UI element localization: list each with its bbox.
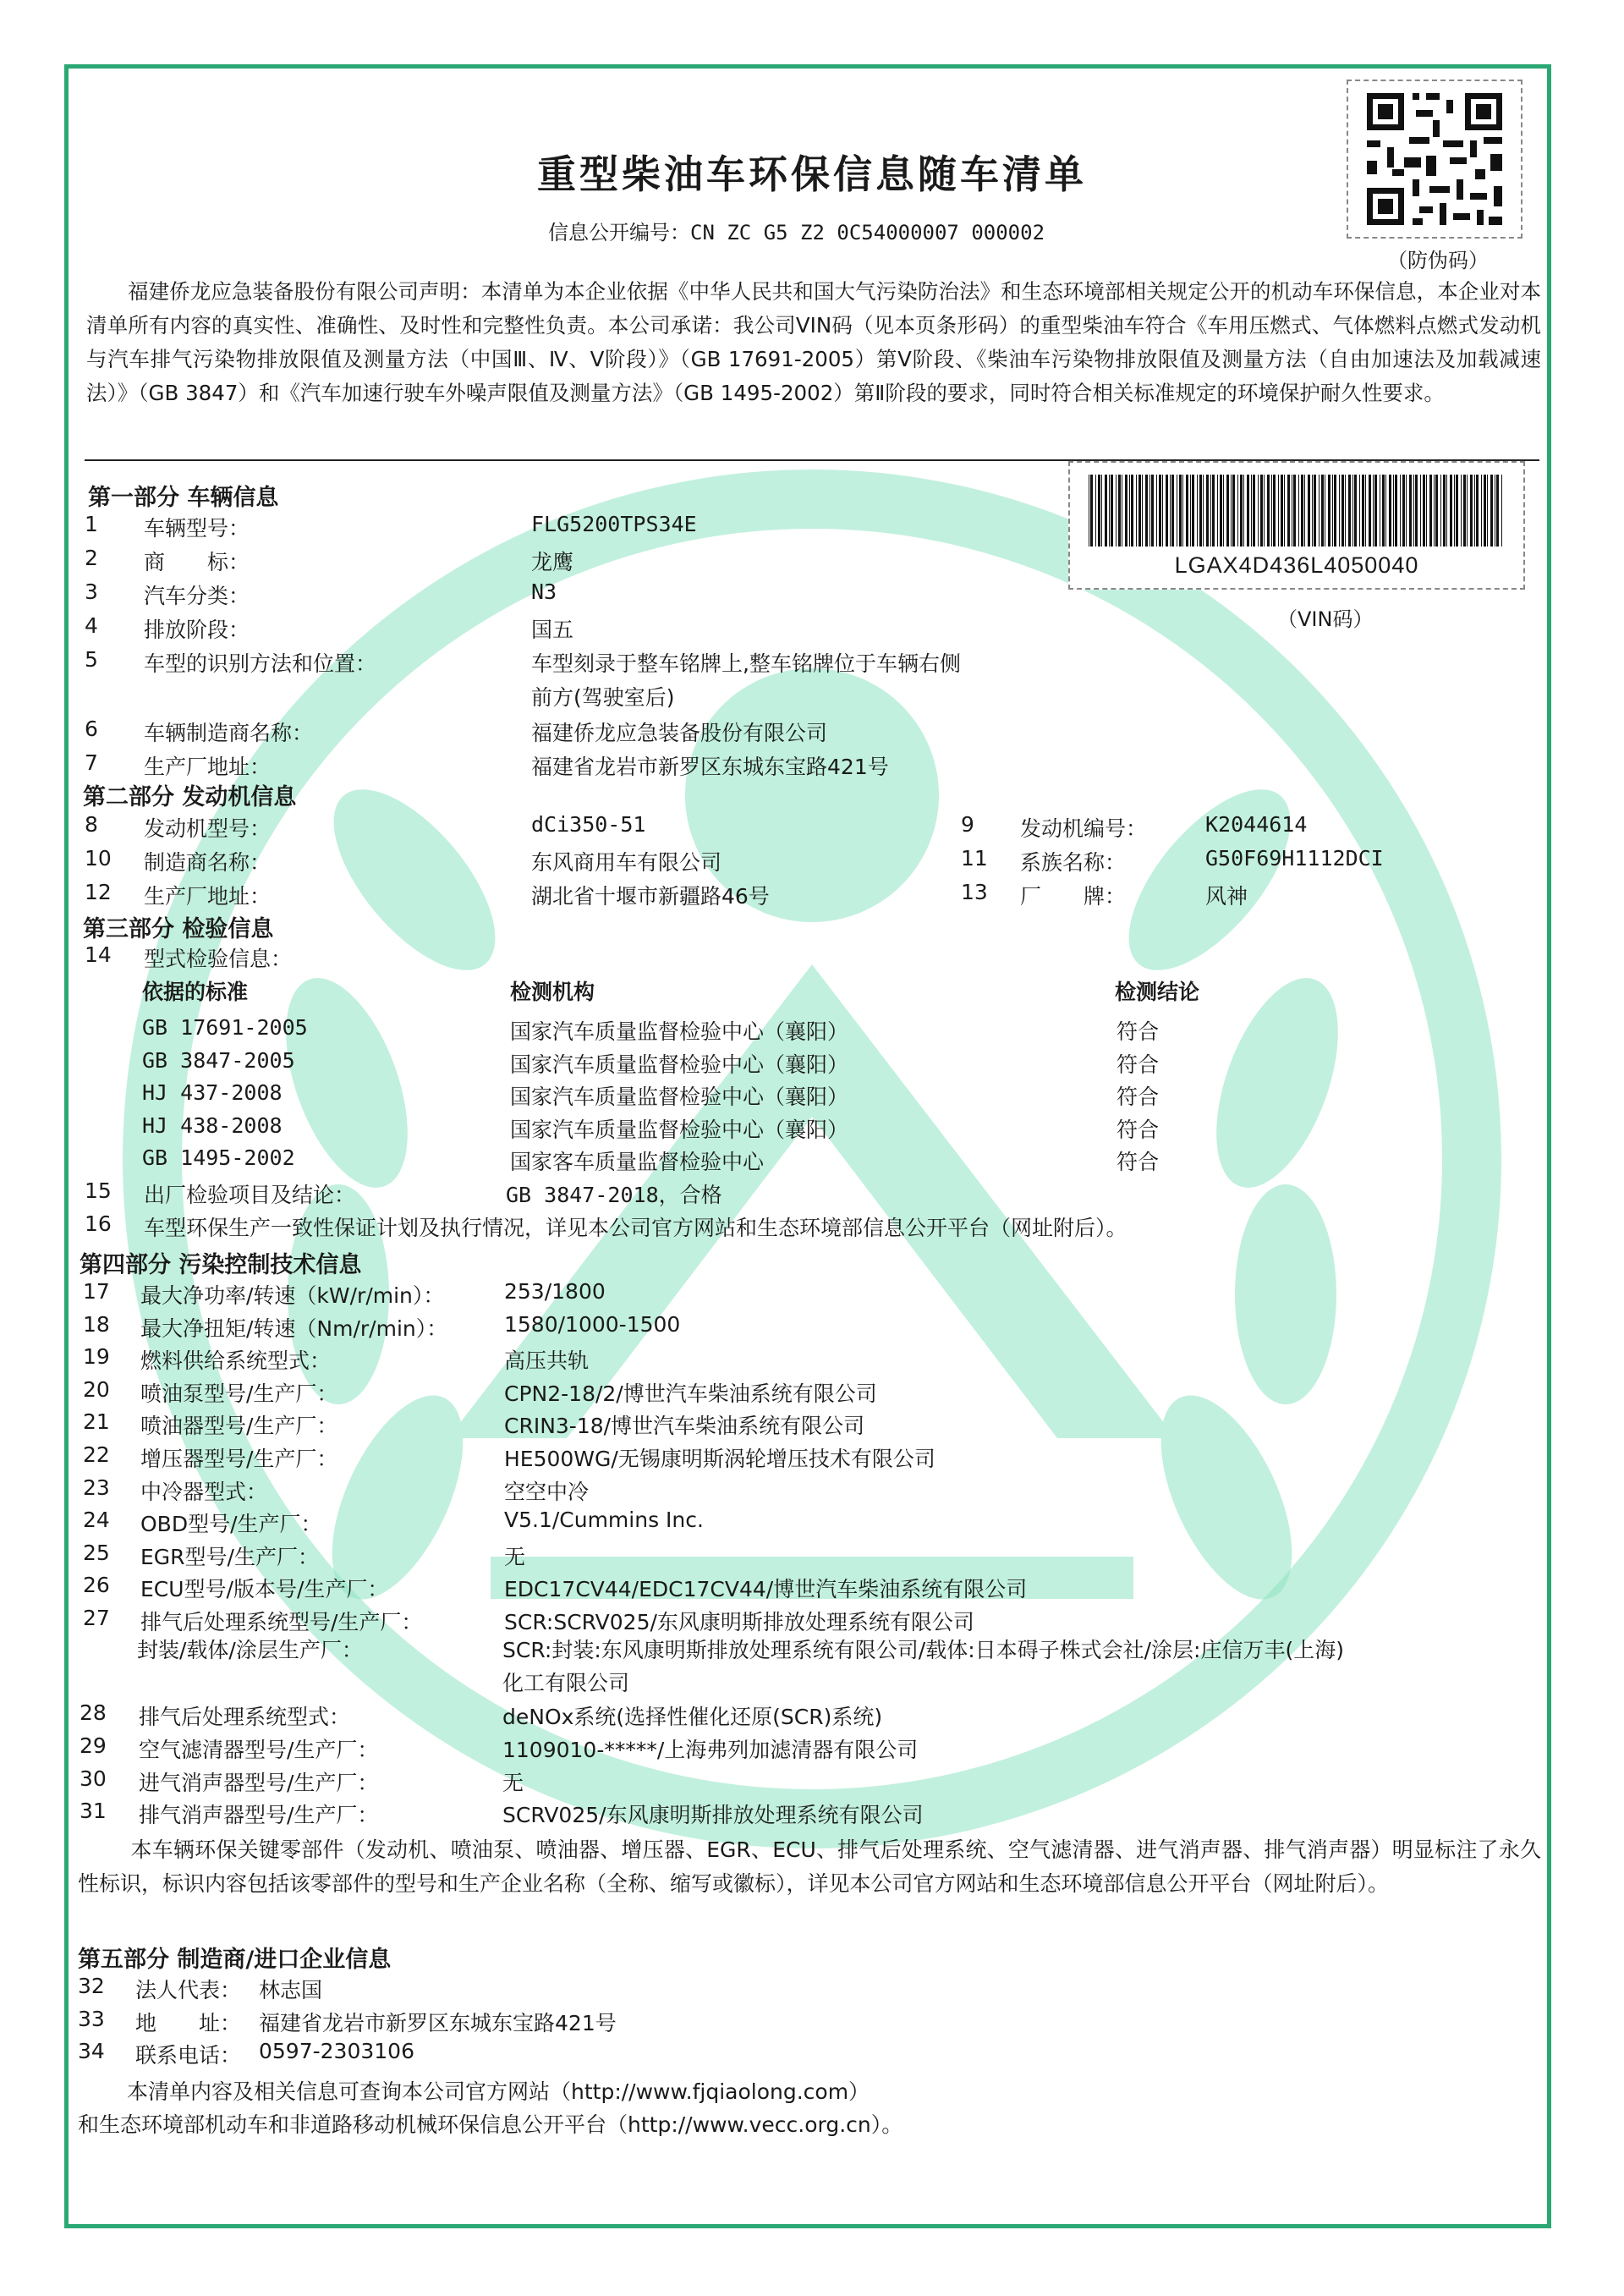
barcode-bar xyxy=(1402,475,1405,547)
test-result: 符合 xyxy=(1116,1117,1160,1142)
barcode-bar xyxy=(1149,475,1150,547)
barcode-bar xyxy=(1440,475,1441,547)
barcode-bar xyxy=(1284,475,1285,547)
test-agency: 国家客车质量监督检验中心 xyxy=(510,1150,765,1174)
row-number: 29 xyxy=(80,1733,107,1758)
field-label: 喷油器型号/生产厂： xyxy=(140,1414,338,1439)
row-number: 6 xyxy=(85,717,98,741)
barcode-bar xyxy=(1258,475,1259,547)
barcode-icon xyxy=(1089,475,1508,547)
field-label: 法人代表： xyxy=(135,1978,242,2002)
row-number: 31 xyxy=(80,1799,107,1824)
barcode-bar xyxy=(1210,475,1211,547)
barcode-bar xyxy=(1197,475,1198,547)
barcode-bar xyxy=(1109,475,1110,547)
vin-code: LGAX4D436L4050040 xyxy=(1174,552,1419,578)
field-value: K2044614 xyxy=(1205,812,1308,837)
field-label: 发动机编号： xyxy=(1020,816,1148,841)
row-number: 5 xyxy=(85,647,98,672)
test-result: 符合 xyxy=(1116,1019,1160,1044)
barcode-bar xyxy=(1406,475,1407,547)
field-value: N3 xyxy=(531,579,557,604)
field-value: CPN2-18/2/博世汽车柴油系统有限公司 xyxy=(504,1381,877,1406)
barcode-bar xyxy=(1443,475,1446,547)
barcode-bar xyxy=(1369,475,1371,547)
barcode-bar xyxy=(1354,475,1357,547)
barcode-bar xyxy=(1362,475,1364,547)
barcode-bar xyxy=(1217,475,1218,547)
row-number: 33 xyxy=(78,2006,105,2031)
barcode-bar xyxy=(1454,475,1455,547)
barcode-bar xyxy=(1365,475,1366,547)
field-value: 无 xyxy=(504,1544,526,1569)
barcode-bar xyxy=(1253,475,1255,547)
barcode-bar xyxy=(1420,475,1421,547)
barcode-bar xyxy=(1171,475,1174,547)
barcode-bar xyxy=(1312,475,1313,547)
row-number: 13 xyxy=(961,880,988,904)
barcode-bar xyxy=(1192,475,1194,547)
serial-number: CN ZC G5 Z2 0C54000007 000002 xyxy=(690,221,1045,244)
field-value: 风神 xyxy=(1205,884,1248,909)
field-label: 增压器型号/生产厂： xyxy=(140,1447,338,1471)
barcode-bar xyxy=(1156,475,1157,547)
section-title-manufacturer: 第五部分 制造商/进口企业信息 xyxy=(78,1947,392,1973)
field-value: 高压共轨 xyxy=(504,1348,590,1374)
barcode-bar xyxy=(1098,475,1100,547)
barcode-bar xyxy=(1278,475,1279,547)
field-value: dCi350-51 xyxy=(531,812,646,837)
barcode-bar xyxy=(1341,475,1344,547)
barcode-bar xyxy=(1426,475,1427,547)
test-result: 符合 xyxy=(1116,1150,1160,1174)
barcode-bar xyxy=(1328,475,1330,547)
field-label: 商 标： xyxy=(144,550,250,574)
barcode-bar xyxy=(1151,475,1154,547)
aftertreatment-packaging-value-cont: 化工有限公司 xyxy=(502,1671,630,1695)
barcode-bar xyxy=(1352,475,1353,547)
barcode-bar xyxy=(1251,475,1252,547)
barcode-bar xyxy=(1334,475,1336,547)
row-number: 24 xyxy=(83,1508,110,1533)
barcode-bar xyxy=(1304,475,1305,547)
barcode-bar xyxy=(1339,475,1340,547)
barcode-bar xyxy=(1293,475,1296,547)
barcode-bar xyxy=(1415,475,1418,547)
field-value: G50F69H1112DCI xyxy=(1205,846,1384,871)
field-label: 排气消声器型号/生产厂： xyxy=(139,1803,379,1828)
barcode-bar xyxy=(1463,475,1466,547)
barcode-bar xyxy=(1332,475,1333,547)
test-header-agency: 检测机构 xyxy=(510,980,595,1004)
field-label: 联系电话： xyxy=(135,2043,242,2068)
barcode-bar xyxy=(1434,475,1435,547)
barcode-bar xyxy=(1240,475,1243,547)
barcode-bar xyxy=(1456,475,1458,547)
barcode-bar xyxy=(1484,475,1486,547)
row-number: 14 xyxy=(85,942,112,967)
barcode-bar xyxy=(1170,475,1171,547)
field-label: 空气滤清器型号/生产厂： xyxy=(139,1737,379,1762)
field-value: 253/1800 xyxy=(504,1279,606,1304)
test-agency: 国家汽车质量监督检验中心（襄阳） xyxy=(510,1019,849,1044)
field-value: 东风商用车有限公司 xyxy=(531,850,722,875)
row-number: 17 xyxy=(83,1279,110,1304)
barcode-bar xyxy=(1162,475,1163,547)
field-label: 排气后处理系统型式： xyxy=(139,1705,351,1729)
serial-number-line xyxy=(548,216,1045,245)
field-value: 龙鹰 xyxy=(531,550,574,574)
field-label: 生产厂地址： xyxy=(144,884,272,909)
barcode-bar xyxy=(1373,475,1374,547)
barcode-bar xyxy=(1389,475,1391,547)
barcode-bar xyxy=(1374,475,1377,547)
row-number: 32 xyxy=(78,1974,105,1998)
field-label: 车辆制造商名称： xyxy=(144,721,314,745)
barcode-bar xyxy=(1271,475,1272,547)
barcode-bar xyxy=(1182,475,1183,547)
field-value: HE500WG/无锡康明斯涡轮增压技术有限公司 xyxy=(504,1447,935,1471)
barcode-bar xyxy=(1179,475,1182,547)
barcode-bar xyxy=(1260,475,1263,547)
barcode-bar xyxy=(1496,475,1499,547)
field-label: 进气消声器型号/生产厂： xyxy=(139,1770,379,1795)
barcode-bar xyxy=(1301,475,1303,547)
barcode-bar xyxy=(1461,475,1462,547)
barcode-bar xyxy=(1481,475,1482,547)
barcode-bar xyxy=(1281,475,1283,547)
barcode-bar xyxy=(1125,475,1127,547)
barcode-bar xyxy=(1267,475,1270,547)
barcode-bar xyxy=(1395,475,1397,547)
section-title-pollution-control: 第四部分 污染控制技术信息 xyxy=(80,1252,362,1278)
type-test-label: 型式检验信息： xyxy=(144,947,293,971)
barcode-bar xyxy=(1206,475,1209,547)
row-number: 16 xyxy=(85,1211,112,1236)
vin-barcode[interactable] xyxy=(1068,461,1525,590)
barcode-bar xyxy=(1212,475,1215,547)
field-value-cont: 前方(驾驶室后) xyxy=(531,685,675,710)
vin-label: （VIN码） xyxy=(1277,607,1374,631)
field-value: 福建省龙岩市新罗区东城东宝路421号 xyxy=(531,755,889,779)
section-title-engine: 第二部分 发动机信息 xyxy=(83,784,297,810)
field-label: 最大净功率/转速（kW/r/min）： xyxy=(140,1283,445,1308)
barcode-bar xyxy=(1298,475,1299,547)
qr-code-icon xyxy=(1348,81,1521,237)
barcode-bar xyxy=(1382,475,1385,547)
row-number: 34 xyxy=(78,2039,105,2063)
row-number: 11 xyxy=(961,846,988,871)
row-number: 20 xyxy=(83,1376,110,1402)
row-number: 12 xyxy=(85,880,112,904)
field-value: 林志国 xyxy=(259,1978,323,2002)
field-value: 福建省龙岩市新罗区东城东宝路421号 xyxy=(259,2010,617,2035)
barcode-bar xyxy=(1159,475,1161,547)
barcode-bar xyxy=(1385,475,1386,547)
field-label: 车型的识别方法和位置： xyxy=(144,651,377,676)
barcode-bar xyxy=(1190,475,1191,547)
barcode-bar xyxy=(1450,475,1452,547)
barcode-bar xyxy=(1090,475,1093,547)
barcode-bar xyxy=(1490,475,1493,547)
field-label: 排气后处理系统型号/生产厂： xyxy=(140,1610,423,1634)
row-number: 15 xyxy=(85,1178,112,1203)
barcode-bar xyxy=(1138,475,1141,547)
field-value: 1109010-*****/上海弗列加滤清器有限公司 xyxy=(502,1737,919,1762)
field-label: 中冷器型式： xyxy=(140,1479,268,1504)
barcode-bar xyxy=(1400,475,1401,547)
barcode-bar xyxy=(1429,475,1432,547)
barcode-bar xyxy=(1118,475,1121,547)
barcode-bar xyxy=(1131,475,1133,547)
field-value: SCR:SCRV025/东风康明斯排放处理系统有限公司 xyxy=(504,1610,974,1634)
conformity-plan-text: 车型环保生产一致性保证计划及执行情况，详见本公司官方网站和生态环境部信息公开平台（网址附后）。 xyxy=(144,1216,1127,1240)
barcode-bar xyxy=(1095,475,1096,547)
field-value: CRIN3-18/博世汽车柴油系统有限公司 xyxy=(504,1414,865,1439)
row-number: 7 xyxy=(85,750,98,775)
row-number: 4 xyxy=(85,613,98,638)
barcode-bar xyxy=(1393,475,1394,547)
barcode-bar xyxy=(1348,475,1351,547)
factory-inspection-label: 出厂检验项目及结论： xyxy=(144,1183,356,1207)
barcode-bar xyxy=(1359,475,1360,547)
test-standard: GB 17691-2005 xyxy=(142,1015,308,1040)
barcode-bar xyxy=(1273,475,1276,547)
test-standard: GB 1495-2002 xyxy=(142,1145,295,1170)
test-result: 符合 xyxy=(1116,1085,1160,1109)
row-number: 9 xyxy=(961,812,974,837)
test-standard: HJ 438-2008 xyxy=(142,1112,283,1138)
field-label: 车辆型号： xyxy=(144,516,250,541)
field-label: 厂 牌： xyxy=(1020,884,1127,909)
barcode-bar xyxy=(1470,475,1473,547)
field-value: 国五 xyxy=(531,618,574,642)
barcode-bar xyxy=(1237,475,1238,547)
barcode-bar xyxy=(1446,475,1447,547)
field-value: EDC17CV44/EDC17CV44/博世汽车柴油系统有限公司 xyxy=(504,1577,1028,1602)
barcode-bar xyxy=(1199,475,1202,547)
barcode-bar xyxy=(1308,475,1310,547)
footer-line-website: 本清单内容及相关信息可查询本公司官方网站（http://www.fjqiaolong.com） xyxy=(127,2079,870,2104)
barcode-bar xyxy=(1476,475,1479,547)
test-result: 符合 xyxy=(1116,1052,1160,1077)
field-label: 制造商名称： xyxy=(144,850,272,875)
test-header-standard: 依据的标准 xyxy=(142,980,249,1004)
section-title-inspection: 第三部分 检验信息 xyxy=(83,916,274,942)
aftertreatment-packaging-value: SCR:封装:东风康明斯排放处理系统有限公司/载体:日本碍子株式会社/涂层:庄信万丰(上海) xyxy=(502,1638,1344,1662)
barcode-bar xyxy=(1319,475,1320,547)
barcode-bar xyxy=(1467,475,1468,547)
barcode-bar xyxy=(1247,475,1249,547)
aftertreatment-packaging-label: 封装/载体/涂层生产厂： xyxy=(137,1638,363,1662)
barcode-bar xyxy=(1136,475,1137,547)
barcode-bar xyxy=(1203,475,1204,547)
barcode-bar xyxy=(1487,475,1488,547)
row-number: 23 xyxy=(83,1475,110,1500)
footer-line-vecc: 和生态环境部机动车和非道路移动机械环保信息公开平台（http://www.vecc.org.cn）。 xyxy=(78,2112,903,2137)
barcode-bar xyxy=(1314,475,1316,547)
barcode-bar xyxy=(1345,475,1346,547)
document-title: 重型柴油车环保信息随车清单 xyxy=(537,151,1087,197)
qr-code[interactable] xyxy=(1347,80,1522,239)
barcode-bar xyxy=(1105,475,1107,547)
row-number: 22 xyxy=(83,1442,110,1467)
row-number: 18 xyxy=(83,1311,110,1337)
field-label: EGR型号/生产厂： xyxy=(140,1544,319,1569)
barcode-bar xyxy=(1413,475,1414,547)
barcode-bar xyxy=(1226,475,1229,547)
row-number: 19 xyxy=(83,1344,110,1370)
barcode-bar xyxy=(1264,475,1265,547)
row-number: 3 xyxy=(85,579,98,604)
row-number: 21 xyxy=(83,1409,110,1435)
field-label: 生产厂地址： xyxy=(144,755,272,779)
field-label: 喷油泵型号/生产厂： xyxy=(140,1381,338,1406)
barcode-bar xyxy=(1409,475,1412,547)
field-label: 燃料供给系统型式： xyxy=(140,1348,332,1374)
barcode-bar xyxy=(1423,475,1425,547)
company-statement: 福建侨龙应急装备股份有限公司声明：本清单为本企业依据《中华人民共和国大气污染防治法》和生态环境部相关规定公开的机动车环保信息，本企业对本清单所有内容的真实性、准确性、及时性和完整性负责。本公司承诺：我公司VIN码（见本页条形码）的重型柴油车符合《车用压燃式、气体燃料点燃式发动机与汽车排气污染物排放限值及测量方法（中国Ⅲ、Ⅳ、Ⅴ阶段）》（GB 17691-2005）第Ⅴ阶段、《柴油车污染物排放限值及测量方法（自由加速法及加载减速法）》（GB 3847）和《汽车加速行驶车外噪声限值及测量方法》（GB 1495-2002）第Ⅱ阶段的要求，同时符合相关标准规定的环境保护耐久性要求。 xyxy=(86,279,1541,405)
barcode-bar xyxy=(1111,475,1113,547)
row-number: 27 xyxy=(83,1606,110,1630)
barcode-bar xyxy=(1129,475,1130,547)
field-label: 排放阶段： xyxy=(144,618,250,642)
row-number: 1 xyxy=(85,512,98,536)
field-value: SCRV025/东风康明斯排放处理系统有限公司 xyxy=(502,1803,924,1828)
row-number: 30 xyxy=(80,1766,107,1791)
row-number: 2 xyxy=(85,546,98,570)
test-agency: 国家汽车质量监督检验中心（襄阳） xyxy=(510,1117,849,1142)
barcode-bar xyxy=(1186,475,1188,547)
field-label: 发动机型号： xyxy=(144,816,272,841)
test-header-result: 检测结论 xyxy=(1115,980,1200,1004)
serial-label: 信息公开编号： xyxy=(548,221,690,244)
field-label: ECU型号/版本号/生产厂： xyxy=(140,1577,389,1602)
field-label: 系族名称： xyxy=(1020,850,1127,875)
barcode-bar xyxy=(1145,475,1148,547)
barcode-bar xyxy=(1501,475,1502,547)
test-standard: HJ 437-2008 xyxy=(142,1080,283,1105)
barcode-bar xyxy=(1321,475,1324,547)
row-number: 26 xyxy=(83,1573,110,1598)
barcode-bar xyxy=(1231,475,1232,547)
row-number: 8 xyxy=(85,812,98,837)
field-value: V5.1/Cummins Inc. xyxy=(504,1508,704,1533)
field-value: 空空中冷 xyxy=(504,1479,590,1504)
row-number: 28 xyxy=(80,1700,107,1725)
barcode-bar xyxy=(1142,475,1143,547)
barcode-bar xyxy=(1287,475,1290,547)
row-number: 25 xyxy=(83,1540,110,1565)
barcode-bar xyxy=(1220,475,1222,547)
test-agency: 国家汽车质量监督检验中心（襄阳） xyxy=(510,1085,849,1109)
field-label: 地 址： xyxy=(135,2010,242,2035)
field-value: 0597-2303106 xyxy=(259,2039,414,2063)
field-value: FLG5200TPS34E xyxy=(531,512,697,536)
field-value: 无 xyxy=(502,1770,524,1795)
qr-code-label: （防伪码） xyxy=(1387,249,1489,272)
field-label: 汽车分类： xyxy=(144,584,250,608)
field-label: 最大净扭矩/转速（Nm/r/min）： xyxy=(140,1316,448,1341)
key-parts-note: 本车辆环保关键零部件（发动机、喷油泵、喷油器、增压器、EGR、ECU、排气后处理系统、空气滤清器、进气消声器、排气消声器）明显标注了永久性标识，标识内容包括该零部件的型号和生产企业名称（全称、缩写或徽标），详见本公司官方网站和生态环境部信息公开平台（网址附后）。 xyxy=(78,1837,1541,1896)
test-standard: GB 3847-2005 xyxy=(142,1047,295,1073)
barcode-bar xyxy=(1474,475,1475,547)
field-value: 车型刻录于整车铭牌上,整车铭牌位于车辆右侧 xyxy=(531,651,961,676)
field-value: 1580/1000-1500 xyxy=(504,1311,681,1337)
field-value: 福建侨龙应急装备股份有限公司 xyxy=(531,721,828,745)
section-title-vehicle: 第一部分 车辆信息 xyxy=(88,485,279,511)
field-value: deNOx系统(选择性催化还原(SCR)系统) xyxy=(502,1705,883,1729)
barcode-bar xyxy=(1101,475,1102,547)
factory-inspection-value: GB 3847-2018，合格 xyxy=(506,1183,722,1207)
barcode-bar xyxy=(1435,475,1438,547)
barcode-bar xyxy=(1232,475,1235,547)
barcode-bar xyxy=(1166,475,1168,547)
row-number: 10 xyxy=(85,846,112,871)
barcode-bar xyxy=(1243,475,1244,547)
test-agency: 国家汽车质量监督检验中心（襄阳） xyxy=(510,1052,849,1077)
field-value: 湖北省十堰市新疆路46号 xyxy=(531,884,770,909)
barcode-bar xyxy=(1223,475,1224,547)
field-label: OBD型号/生产厂： xyxy=(140,1512,322,1537)
